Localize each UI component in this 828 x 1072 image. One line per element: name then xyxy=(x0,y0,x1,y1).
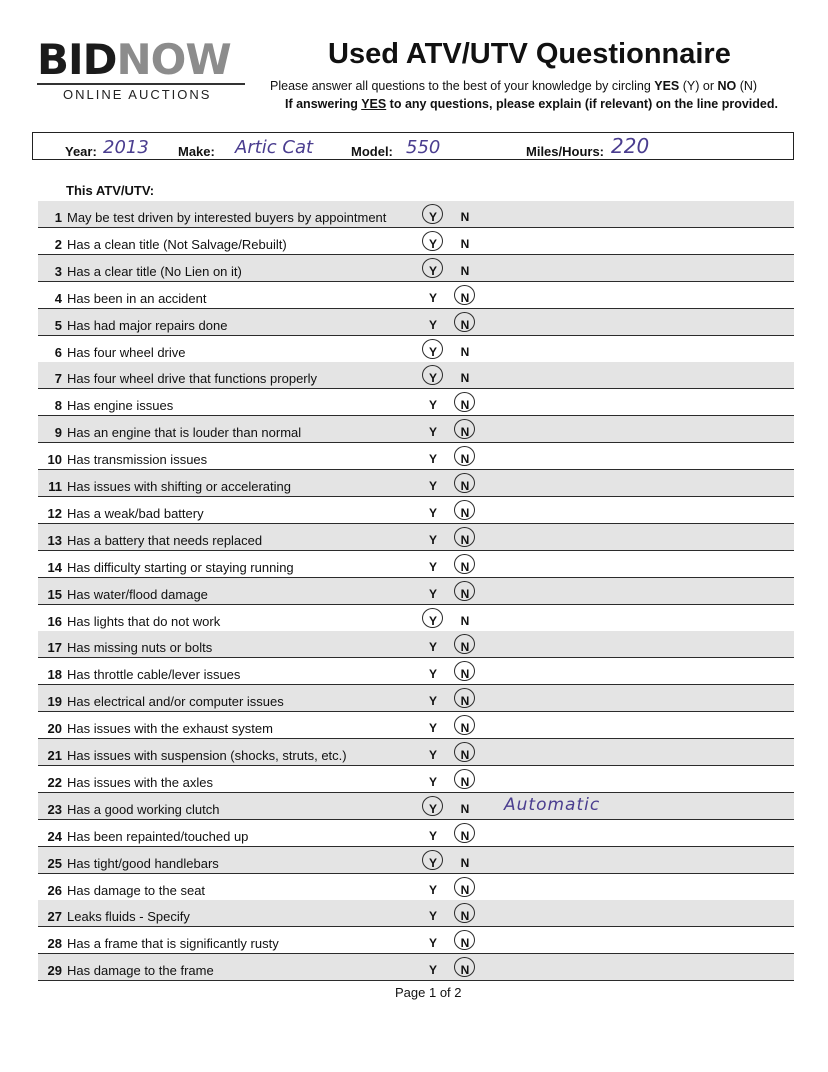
question-row xyxy=(38,927,794,954)
no-option[interactable]: N xyxy=(460,317,470,332)
question-row xyxy=(38,712,794,739)
instr1-yes: YES xyxy=(654,79,680,93)
no-option[interactable]: N xyxy=(460,748,470,762)
yes-option[interactable]: Y xyxy=(428,936,437,951)
yes-option[interactable]: Y xyxy=(428,263,437,278)
yes-option[interactable]: Y xyxy=(428,559,437,574)
question-text: Has issues with the axles xyxy=(67,774,213,790)
yes-answer-circle xyxy=(422,204,443,224)
question-text: Has issues with shifting or accelerating xyxy=(67,479,291,494)
question-row xyxy=(38,389,794,416)
question-number: 25 xyxy=(47,855,62,871)
no-option[interactable]: N xyxy=(460,882,470,897)
yes-option[interactable]: Y xyxy=(428,828,437,843)
no-answer-circle xyxy=(454,903,475,923)
question-text: Has an engine that is louder than normal xyxy=(67,425,302,441)
question-row xyxy=(38,578,794,605)
no-answer-circle xyxy=(454,392,475,412)
explanation-text: Automatic xyxy=(504,794,601,815)
yes-answer-circle xyxy=(422,231,443,251)
question-text: Has damage to the frame xyxy=(67,963,214,979)
bidnow-logo xyxy=(37,35,252,102)
no-option[interactable]: N xyxy=(460,290,470,305)
question-text: Has lights that do not work xyxy=(67,613,221,629)
no-option[interactable]: N xyxy=(460,963,470,978)
question-text: Has been repainted/touched up xyxy=(67,828,249,844)
no-option[interactable]: N xyxy=(460,936,470,951)
no-answer-circle xyxy=(454,446,475,466)
no-answer-circle xyxy=(454,581,475,601)
no-option[interactable]: N xyxy=(460,479,470,493)
no-answer-circle xyxy=(454,285,475,305)
no-option[interactable]: N xyxy=(460,236,470,251)
question-number: 22 xyxy=(47,774,62,790)
page-title: Used ATV/UTV Questionnaire xyxy=(328,38,731,70)
question-text: Has issues with suspension (shocks, struts, etc.) xyxy=(67,748,347,763)
question-row xyxy=(38,524,794,551)
no-option[interactable]: N xyxy=(460,559,470,574)
instr1-text-c: (Y) or xyxy=(679,79,718,93)
question-number: 12 xyxy=(47,505,62,521)
no-answer-circle xyxy=(454,688,475,708)
yes-option[interactable]: Y xyxy=(428,236,437,251)
yes-option[interactable]: Y xyxy=(428,640,437,655)
question-row xyxy=(38,443,794,470)
question-number: 18 xyxy=(47,667,62,683)
instr1-text-e: (N) xyxy=(736,79,758,93)
instruction-line-2 xyxy=(285,97,778,111)
question-number: 24 xyxy=(47,828,62,844)
question-number: 14 xyxy=(47,559,62,575)
no-answer-circle xyxy=(454,715,475,735)
yes-option[interactable]: Y xyxy=(428,425,437,440)
yes-answer-circle xyxy=(422,608,443,628)
yes-option[interactable]: Y xyxy=(428,748,437,762)
question-number: 15 xyxy=(47,586,62,602)
question-text: Has missing nuts or bolts xyxy=(67,640,213,656)
question-row xyxy=(38,847,794,874)
no-option[interactable]: N xyxy=(460,344,470,359)
no-option[interactable]: N xyxy=(460,694,470,709)
question-number: 9 xyxy=(54,425,62,441)
make-value: Artic Cat xyxy=(235,137,314,158)
no-answer-circle xyxy=(454,312,475,332)
section-label: This ATV/UTV: xyxy=(66,183,155,198)
no-option[interactable]: N xyxy=(460,721,470,736)
yes-option[interactable]: Y xyxy=(428,963,437,978)
question-row xyxy=(38,470,794,497)
yes-option[interactable]: Y xyxy=(428,505,437,520)
question-row xyxy=(38,874,794,901)
question-text: Has engine issues xyxy=(67,398,174,414)
question-number: 7 xyxy=(54,371,62,387)
year-value: 2013 xyxy=(103,137,149,158)
question-text: Has four wheel drive that functions properly xyxy=(67,371,318,387)
question-number: 16 xyxy=(47,613,62,629)
question-number: 21 xyxy=(47,748,62,763)
question-number: 8 xyxy=(54,398,62,414)
question-text: Has damage to the seat xyxy=(67,882,206,898)
model-label: Model: xyxy=(351,144,393,159)
no-option[interactable]: N xyxy=(460,505,470,520)
question-number: 1 xyxy=(54,210,62,225)
question-row xyxy=(38,900,794,927)
question-number: 6 xyxy=(54,344,62,360)
question-row xyxy=(38,739,794,766)
question-row xyxy=(38,766,794,793)
question-row xyxy=(38,255,794,282)
question-row xyxy=(38,497,794,524)
yes-option[interactable]: Y xyxy=(428,801,437,816)
question-row xyxy=(38,282,794,309)
question-number: 26 xyxy=(47,882,62,898)
yes-option[interactable]: Y xyxy=(428,586,437,601)
instr2-text-a: If answering xyxy=(285,97,362,111)
question-row xyxy=(38,416,794,443)
question-text: Has a clear title (No Lien on it) xyxy=(67,263,242,279)
question-number: 28 xyxy=(47,936,62,952)
question-row xyxy=(38,362,794,389)
question-row xyxy=(38,228,794,255)
no-option[interactable]: N xyxy=(460,613,470,628)
question-text: Has had major repairs done xyxy=(67,317,228,333)
question-row xyxy=(38,336,794,363)
question-row xyxy=(38,605,794,632)
no-answer-circle xyxy=(454,661,475,681)
question-number: 10 xyxy=(47,452,62,468)
instruction-line-1 xyxy=(270,79,757,93)
question-number: 11 xyxy=(48,479,62,494)
no-option[interactable]: N xyxy=(460,210,470,224)
no-answer-circle xyxy=(454,823,475,843)
logo-subtitle: ONLINE AUCTIONS xyxy=(63,87,212,102)
question-text: Has been in an accident xyxy=(67,290,207,306)
year-label: Year: xyxy=(65,144,97,159)
no-answer-circle xyxy=(454,957,475,977)
question-row xyxy=(38,551,794,578)
yes-option[interactable]: Y xyxy=(428,774,437,789)
question-number: 23 xyxy=(47,801,62,817)
question-row xyxy=(38,309,794,336)
question-number: 19 xyxy=(47,694,62,710)
yes-option[interactable]: Y xyxy=(428,290,437,305)
question-text: Leaks fluids - Specify xyxy=(67,909,190,925)
no-answer-circle xyxy=(454,473,475,493)
no-option[interactable]: N xyxy=(460,532,470,547)
no-answer-circle xyxy=(454,554,475,574)
question-row xyxy=(38,658,794,685)
question-row xyxy=(38,820,794,847)
question-text: May be test driven by interested buyers by appointment xyxy=(67,210,387,225)
question-text: Has a good working clutch xyxy=(67,801,220,817)
question-text: Has a battery that needs replaced xyxy=(67,532,263,548)
yes-option[interactable]: Y xyxy=(428,371,437,386)
no-option[interactable]: N xyxy=(460,398,470,413)
miles-label: Miles/Hours: xyxy=(526,144,605,159)
yes-option[interactable]: Y xyxy=(428,398,437,413)
question-number: 29 xyxy=(47,963,62,979)
question-text: Has a weak/bad battery xyxy=(67,505,204,521)
question-text: Has tight/good handlebars xyxy=(67,855,219,871)
no-option[interactable]: N xyxy=(460,855,470,870)
no-answer-circle xyxy=(454,527,475,547)
question-row xyxy=(38,685,794,712)
yes-option[interactable]: Y xyxy=(428,452,437,467)
question-text: Has difficulty starting or staying running xyxy=(67,559,294,575)
question-number: 4 xyxy=(54,290,62,306)
yes-answer-circle xyxy=(422,796,443,816)
question-number: 5 xyxy=(54,317,62,333)
no-option[interactable]: N xyxy=(460,452,470,467)
question-row xyxy=(38,631,794,658)
no-option[interactable]: N xyxy=(460,371,470,386)
page-number: Page 1 of 2 xyxy=(395,985,462,1000)
no-option[interactable]: N xyxy=(460,586,470,601)
yes-option[interactable]: Y xyxy=(428,479,437,493)
yes-option[interactable]: Y xyxy=(428,210,437,224)
question-row xyxy=(38,201,794,228)
yes-option[interactable]: Y xyxy=(428,909,437,924)
question-number: 13 xyxy=(47,532,62,548)
question-number: 17 xyxy=(47,640,62,656)
no-answer-circle xyxy=(454,500,475,520)
yes-option[interactable]: Y xyxy=(428,344,437,359)
question-text: Has a frame that is significantly rusty xyxy=(67,936,279,952)
logo-now: NOW xyxy=(116,35,231,84)
vehicle-info-box xyxy=(32,132,794,160)
instr2-text-c: to any questions, please explain (if relevant) on the line provided. xyxy=(386,97,778,111)
no-option[interactable]: N xyxy=(460,828,470,843)
question-number: 2 xyxy=(54,236,62,252)
yes-option[interactable]: Y xyxy=(428,721,437,736)
question-text: Has water/flood damage xyxy=(67,586,208,602)
yes-option[interactable]: Y xyxy=(428,882,437,897)
question-row xyxy=(38,954,794,981)
question-text: Has transmission issues xyxy=(67,452,208,468)
no-option[interactable]: N xyxy=(460,640,470,655)
no-answer-circle xyxy=(454,930,475,950)
no-option[interactable]: N xyxy=(460,425,470,440)
yes-answer-circle xyxy=(422,339,443,359)
yes-option[interactable]: Y xyxy=(428,317,437,332)
yes-option[interactable]: Y xyxy=(428,694,437,709)
question-number: 20 xyxy=(47,721,62,737)
logo-wordmark xyxy=(37,35,252,84)
question-text: Has issues with the exhaust system xyxy=(67,721,273,737)
no-option[interactable]: N xyxy=(460,801,470,816)
yes-option[interactable]: Y xyxy=(428,613,437,628)
yes-option[interactable]: Y xyxy=(428,855,437,870)
question-text: Has electrical and/or computer issues xyxy=(67,694,284,710)
question-text: Has throttle cable/lever issues xyxy=(67,667,241,683)
question-row xyxy=(38,793,794,820)
no-answer-circle xyxy=(454,877,475,897)
question-text: Has four wheel drive xyxy=(67,344,186,360)
logo-bid: BID xyxy=(37,35,117,84)
no-answer-circle xyxy=(454,419,475,439)
yes-option[interactable]: Y xyxy=(428,667,437,682)
yes-answer-circle xyxy=(422,258,443,278)
no-answer-circle xyxy=(454,769,475,789)
question-number: 27 xyxy=(47,909,62,925)
no-option[interactable]: N xyxy=(460,909,470,924)
no-option[interactable]: N xyxy=(460,667,470,682)
no-option[interactable]: N xyxy=(460,263,470,278)
make-label: Make: xyxy=(178,144,215,159)
yes-option[interactable]: Y xyxy=(428,532,437,547)
instr1-text-a: Please answer all questions to the best of your knowledge by circling xyxy=(270,79,655,93)
model-value: 550 xyxy=(406,137,441,158)
no-option[interactable]: N xyxy=(460,774,470,789)
no-answer-circle xyxy=(454,742,475,762)
instr1-no: NO xyxy=(717,79,737,93)
miles-value: 220 xyxy=(611,134,650,158)
yes-answer-circle xyxy=(422,850,443,870)
yes-answer-circle xyxy=(422,365,443,385)
instr2-yes: YES xyxy=(361,97,387,111)
question-text: Has a clean title (Not Salvage/Rebuilt) xyxy=(67,236,287,252)
no-answer-circle xyxy=(454,634,475,654)
question-number: 3 xyxy=(54,263,62,279)
